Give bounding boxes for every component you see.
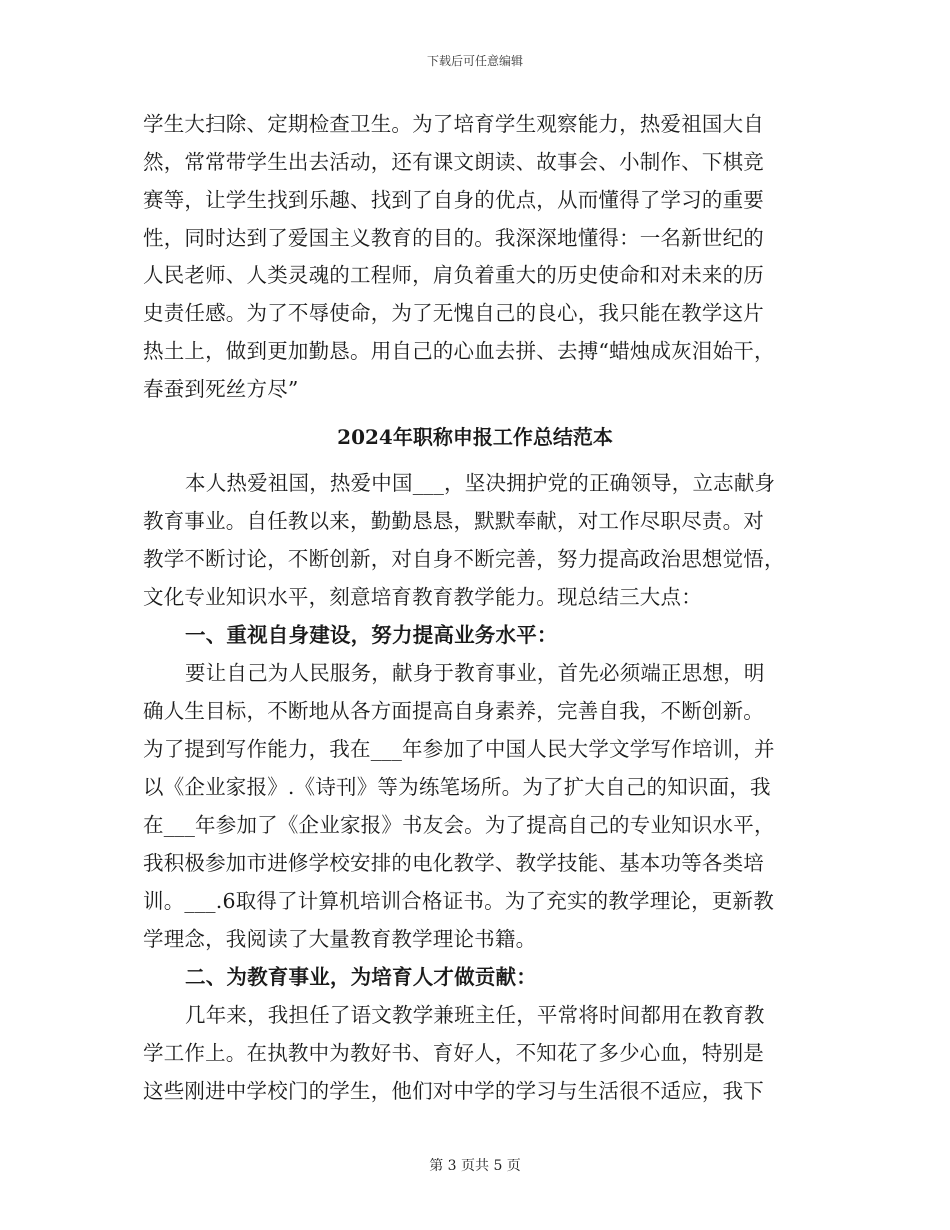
paragraph-line: 春蚕到死丝方尽” [143,377,299,401]
paragraph-line: 以《企业家报》.《诗刊》等为练笔场所。为了扩大自己的知识面，我 [143,775,771,799]
paragraph-line: 然，常常带学生出去活动，还有课文朗读、故事会、小制作、下棋竞 [143,150,764,174]
paragraph-line: 这些刚进中学校门的学生，他们对中学的学习与生活很不适应，我下 [143,1079,764,1103]
paragraph-line: 学工作上。在执教中为教好书、育好人，不知花了多少心血，特别是 [143,1041,764,1065]
paragraph-line: 史责任感。为了不辱使命，为了无愧自己的良心，我只能在教学这片 [143,301,764,325]
paragraph-line: 学理念，我阅读了大量教育教学理论书籍。 [143,927,537,951]
paragraph-line: 性，同时达到了爱国主义教育的目的。我深深地懂得：一名新世纪的 [143,226,764,250]
section-heading: 一、重视自身建设，努力提高业务水平： [185,623,558,647]
paragraph-line: 教育事业。自任教以来，勤勤恳恳，默默奉献，对工作尽职尽责。对 [143,509,764,533]
section-heading: 二、为教育事业，为培育人才做贡献： [185,965,537,989]
paragraph-line: 文化专业知识水平，刻意培育教育教学能力。现总结三大点： [143,585,702,609]
paragraph-line: 我积极参加市进修学校安排的电化教学、教学技能、基本功等各类培 [143,851,764,875]
paragraph-line: 为了提到写作能力，我在___年参加了中国人民大学文学写作培训，并 [143,737,775,761]
paragraph-line: 赛等，让学生找到乐趣、找到了自身的优点，从而懂得了学习的重要 [143,188,764,212]
document-title: 2024年职称申报工作总结范本 [337,425,613,449]
paragraph-line: 热土上，做到更加勤恳。用自己的心血去拼、去搏“蜡烛成灰泪始干， [143,339,775,363]
paragraph-line: 训。___.6取得了计算机培训合格证书。为了充实的教学理论，更新教 [143,889,774,913]
paragraph-line: 几年来，我担任了语文教学兼班主任，平常将时间都用在教育教 [185,1003,765,1027]
paragraph-line: 人民老师、人类灵魂的工程师，肩负着重大的历史使命和对未来的历 [143,263,764,287]
paragraph-line: 要让自己为人民服务，献身于教育事业，首先必须端正思想，明 [185,661,765,685]
paragraph-line: 在___年参加了《企业家报》书友会。为了提高自己的专业知识水平， [143,813,775,837]
page-number: 第 3 页共 5 页 [429,1158,521,1174]
paragraph-line: 本人热爱祖国，热爱中国___，坚决拥护党的正确领导，立志献身 [185,471,776,495]
paragraph-line: 教学不断讨论，不断创新，对自身不断完善，努力提高政治思想觉悟， [143,547,785,571]
page-header-note: 下载后可任意编辑 [426,54,523,68]
paragraph-line: 确人生目标，不断地从各方面提高自身素养，完善自我，不断创新。 [143,699,764,723]
paragraph-line: 学生大扫除、定期检查卫生。为了培育学生观察能力，热爱祖国大自 [143,112,764,136]
